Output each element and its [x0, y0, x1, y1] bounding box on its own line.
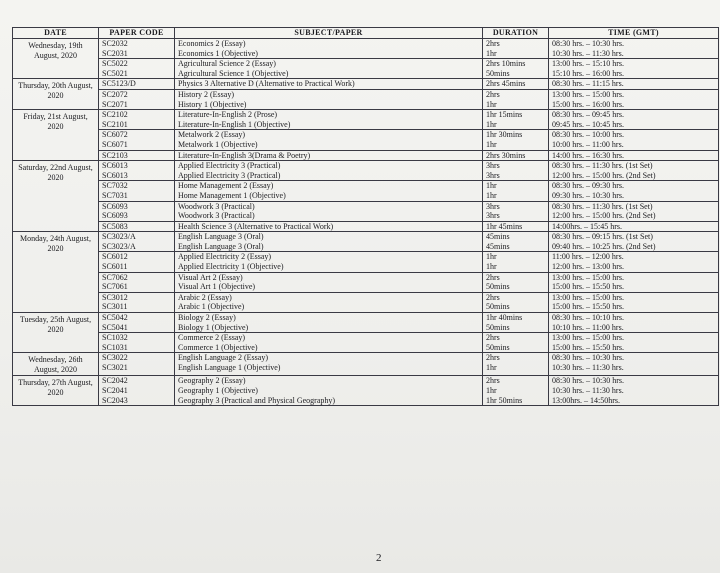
paper-code: SC6011 — [102, 262, 128, 272]
time-gmt-cell — [549, 353, 719, 376]
subject-paper-cell — [175, 292, 483, 312]
paper-code: SC3023/A — [102, 241, 136, 251]
duration-cell — [483, 89, 549, 109]
subject-paper-cell — [175, 252, 483, 272]
table-row — [13, 130, 719, 150]
time-gmt-cell — [549, 39, 719, 59]
time-gmt-cell — [549, 110, 719, 130]
exam-timetable — [12, 27, 719, 406]
subject-paper: Biology 1 (Objective) — [178, 322, 249, 332]
paper-code: SC7061 — [102, 282, 128, 292]
subject-paper: Geography 1 (Objective) — [178, 386, 258, 395]
table-row — [13, 292, 719, 312]
paper-code-cell — [99, 89, 175, 109]
time-gmt-cell — [549, 272, 719, 292]
paper-code: SC6071 — [102, 139, 128, 149]
duration: 50mins — [486, 342, 510, 352]
time-gmt-cell — [549, 221, 719, 232]
time-gmt: 08:30 hrs. – 11:15 hrs. — [552, 79, 624, 89]
subject-paper: History 2 (Essay) — [178, 89, 234, 99]
paper-code: SC6013 — [102, 170, 128, 180]
subject-paper: English Language 3 (Oral) — [178, 232, 264, 242]
subject-paper: Geography 3 (Practical and Physical Geography) — [178, 395, 336, 405]
duration: 2hrs 45mins — [486, 79, 526, 89]
duration: 1hr — [486, 48, 497, 58]
time-gmt: 10:00 hrs. – 11:00 hrs. — [552, 139, 624, 149]
paper-code-cell — [99, 252, 175, 272]
time-gmt: 10:30 hrs. – 11:30 hrs. — [552, 363, 624, 372]
subject-paper: Literature-In-English 3(Drama & Poetry) — [178, 150, 311, 160]
exam-date: Wednesday, 19th August, 2020 — [13, 39, 99, 79]
exam-date: Monday, 24th August, 2020 — [13, 232, 99, 313]
duration: 50mins — [486, 68, 510, 78]
time-gmt: 08:30 hrs. – 10:30 hrs. — [552, 39, 624, 48]
paper-code: SC5042 — [102, 313, 128, 323]
subject-paper: Agricultural Science 2 (Essay) — [178, 59, 276, 69]
duration-cell — [483, 252, 549, 272]
duration: 2hrs 10mins — [486, 59, 526, 69]
table-row — [13, 89, 719, 109]
time-gmt: 13:00 hrs. – 15:00 hrs. — [552, 89, 624, 99]
paper-code-cell — [99, 232, 175, 252]
duration: 1hr — [486, 262, 497, 272]
duration-cell — [483, 110, 549, 130]
subject-paper-cell — [175, 59, 483, 79]
timetable-body — [13, 39, 719, 406]
paper-code-cell — [99, 181, 175, 201]
paper-code: SC1032 — [102, 333, 128, 343]
subject-paper-cell — [175, 130, 483, 150]
paper-code: SC3022 — [102, 353, 128, 363]
header-date: DATE — [13, 28, 99, 39]
subject-paper: English Language 2 (Essay) — [178, 353, 268, 363]
duration: 1hr — [486, 252, 497, 262]
duration: 50mins — [486, 282, 510, 292]
duration: 1hr 50mins — [486, 395, 523, 405]
paper-code: SC6093 — [102, 211, 128, 221]
table-row — [13, 59, 719, 79]
paper-code-cell — [99, 150, 175, 161]
table-row — [13, 313, 719, 333]
time-gmt-cell — [549, 201, 719, 221]
time-gmt: 15:00 hrs. – 15:50 hrs. — [552, 302, 624, 312]
time-gmt: 15:00 hrs. – 16:00 hrs. — [552, 99, 624, 109]
paper-code: SC2072 — [102, 89, 128, 99]
duration-cell — [483, 150, 549, 161]
paper-code: SC2103 — [102, 150, 128, 160]
duration-cell — [483, 232, 549, 252]
duration-cell — [483, 130, 549, 150]
subject-paper: English Language 1 (Objective) — [178, 363, 281, 372]
paper-code-cell — [99, 272, 175, 292]
paper-code: SC3012 — [102, 292, 128, 302]
subject-paper-cell — [175, 313, 483, 333]
table-row — [13, 150, 719, 161]
table-row — [13, 201, 719, 221]
table-row — [13, 221, 719, 232]
subject-paper: Physics 3 Alternative D (Alternative to Practical Work) — [178, 79, 355, 89]
duration-cell — [483, 292, 549, 312]
time-gmt: 14:00 hrs. – 16:30 hrs. — [552, 150, 624, 160]
subject-paper: History 1 (Objective) — [178, 99, 247, 109]
subject-paper: Visual Art 2 (Essay) — [178, 272, 243, 282]
header-subject: SUBJECT/PAPER — [175, 28, 483, 39]
subject-paper: Commerce 1 (Objective) — [178, 342, 258, 352]
duration-cell — [483, 59, 549, 79]
duration-cell — [483, 313, 549, 333]
duration: 2hrs — [486, 272, 500, 282]
time-gmt-cell — [549, 252, 719, 272]
time-gmt: 13:00 hrs. – 15:00 hrs. — [552, 292, 624, 302]
duration: 45mins — [486, 232, 510, 242]
paper-code: SC7032 — [102, 181, 128, 191]
time-gmt: 08:30 hrs. – 09:45 hrs. — [552, 110, 624, 120]
subject-paper: Agricultural Science 1 (Objective) — [178, 68, 289, 78]
subject-paper: Metalwork 2 (Essay) — [178, 130, 246, 140]
duration: 3hrs — [486, 211, 500, 221]
time-gmt: 15:10 hrs. – 16:00 hrs. — [552, 68, 624, 78]
subject-paper-cell — [175, 89, 483, 109]
duration-cell — [483, 221, 549, 232]
subject-paper-cell — [175, 353, 483, 376]
table-row — [13, 161, 719, 181]
subject-paper: Applied Electricity 3 (Practical) — [178, 170, 281, 180]
table-row — [13, 232, 719, 252]
time-gmt: 13:00 hrs. – 15:00 hrs. — [552, 333, 624, 343]
paper-code: SC3021 — [102, 363, 128, 372]
paper-code-cell — [99, 221, 175, 232]
time-gmt: 13:00 hrs. – 15:10 hrs. — [552, 59, 624, 69]
subject-paper: Home Management 1 (Objective) — [178, 190, 286, 200]
duration: 1hr — [486, 119, 497, 129]
time-gmt: 08:30 hrs. – 09:30 hrs. — [552, 181, 624, 191]
subject-paper-cell — [175, 376, 483, 406]
time-gmt: 11:00 hrs. – 12:00 hrs. — [552, 252, 624, 262]
time-gmt: 08:30 hrs. – 10:10 hrs. — [552, 313, 624, 323]
duration: 1hr — [486, 190, 497, 200]
time-gmt: 09:40 hrs. – 10:25 hrs. (2nd Set) — [552, 241, 656, 251]
paper-code: SC5083 — [102, 221, 128, 231]
paper-code: SC1031 — [102, 342, 128, 352]
time-gmt: 10:30 hrs. – 11:30 hrs. — [552, 48, 624, 58]
table-row — [13, 376, 719, 406]
time-gmt-cell — [549, 333, 719, 353]
time-gmt: 08:30 hrs. – 11:30 hrs. (1st Set) — [552, 161, 653, 171]
subject-paper: Literature-In-English 1 (Objective) — [178, 119, 291, 129]
table-row — [13, 333, 719, 353]
duration: 50mins — [486, 322, 510, 332]
subject-paper: Literature-In-English 2 (Prose) — [178, 110, 278, 120]
paper-code: SC2102 — [102, 110, 128, 120]
subject-paper-cell — [175, 232, 483, 252]
paper-code: SC7062 — [102, 272, 128, 282]
paper-code: SC7031 — [102, 190, 128, 200]
time-gmt: 13:00 hrs. – 15:00 hrs. — [552, 272, 624, 282]
paper-code: SC2043 — [102, 395, 128, 405]
subject-paper: Biology 2 (Essay) — [178, 313, 236, 323]
paper-code-cell — [99, 110, 175, 130]
paper-code-cell — [99, 333, 175, 353]
time-gmt-cell — [549, 79, 719, 90]
exam-date: Saturday, 22nd August, 2020 — [13, 161, 99, 232]
time-gmt: 08:30 hrs. – 10:30 hrs. — [552, 376, 624, 386]
paper-code: SC2071 — [102, 99, 128, 109]
subject-paper: Geography 2 (Essay) — [178, 376, 246, 386]
duration: 2hrs — [486, 292, 500, 302]
time-gmt-cell — [549, 89, 719, 109]
table-row — [13, 79, 719, 90]
duration: 3hrs — [486, 201, 500, 211]
duration: 1hr 45mins — [486, 221, 523, 231]
duration-cell — [483, 272, 549, 292]
subject-paper-cell — [175, 181, 483, 201]
exam-date: Tuesday, 25th August, 2020 — [13, 313, 99, 353]
paper-code-cell — [99, 201, 175, 221]
exam-date: Thursday, 20th August, 2020 — [13, 79, 99, 110]
duration-cell — [483, 161, 549, 181]
table-row — [13, 252, 719, 272]
paper-code: SC2041 — [102, 386, 128, 395]
duration: 3hrs — [486, 161, 500, 171]
subject-paper: Metalwork 1 (Objective) — [178, 139, 258, 149]
time-gmt: 14:00hrs. – 15:45 hrs. — [552, 221, 622, 231]
time-gmt: 08:30 hrs. – 10:30 hrs. — [552, 353, 624, 363]
paper-code: SC3011 — [102, 302, 128, 312]
paper-code: SC2042 — [102, 376, 128, 386]
duration: 2hrs — [486, 353, 500, 363]
time-gmt: 15:00 hrs. – 15:50 hrs. — [552, 342, 624, 352]
subject-paper-cell — [175, 272, 483, 292]
header-paper-code: PAPER CODE — [99, 28, 175, 39]
paper-code: SC5041 — [102, 322, 128, 332]
exam-date: Thursday, 27th August, 2020 — [13, 376, 99, 406]
subject-paper: Applied Electricity 3 (Practical) — [178, 161, 281, 171]
duration: 1hr — [486, 181, 497, 191]
duration-cell — [483, 39, 549, 59]
paper-code: SC2101 — [102, 119, 128, 129]
page-number: 2 — [376, 552, 382, 564]
subject-paper: Applied Electricity 1 (Objective) — [178, 262, 284, 272]
duration: 1hr 15mins — [486, 110, 523, 120]
paper-code: SC6072 — [102, 130, 128, 140]
duration-cell — [483, 201, 549, 221]
time-gmt: 12:00 hrs. – 13:00 hrs. — [552, 262, 624, 272]
duration-cell — [483, 376, 549, 406]
duration-cell — [483, 353, 549, 376]
subject-paper-cell — [175, 333, 483, 353]
exam-date: Friday, 21st August, 2020 — [13, 110, 99, 161]
subject-paper: Arabic 1 (Objective) — [178, 302, 245, 312]
duration-cell — [483, 181, 549, 201]
paper-code-cell — [99, 292, 175, 312]
time-gmt: 10:10 hrs. – 11:00 hrs. — [552, 322, 624, 332]
duration: 1hr 30mins — [486, 130, 523, 140]
time-gmt: 08:30 hrs. – 09:15 hrs. (1st Set) — [552, 232, 653, 242]
header-duration: DURATION — [483, 28, 549, 39]
duration: 1hr — [486, 363, 497, 372]
subject-paper-cell — [175, 161, 483, 181]
duration: 3hrs — [486, 170, 500, 180]
subject-paper-cell — [175, 150, 483, 161]
time-gmt: 13:00hrs. – 14:50hrs. — [552, 395, 620, 405]
duration: 1hr — [486, 99, 497, 109]
exam-date: Wednesday, 26th August, 2020 — [13, 353, 99, 376]
subject-paper: Home Management 2 (Essay) — [178, 181, 274, 191]
paper-code: SC5021 — [102, 68, 128, 78]
time-gmt-cell — [549, 313, 719, 333]
paper-code: SC6013 — [102, 161, 128, 171]
time-gmt-cell — [549, 150, 719, 161]
paper-code-cell — [99, 130, 175, 150]
subject-paper: Arabic 2 (Essay) — [178, 292, 232, 302]
paper-code: SC5022 — [102, 59, 128, 69]
paper-code: SC6012 — [102, 252, 128, 262]
time-gmt-cell — [549, 292, 719, 312]
paper-code-cell — [99, 79, 175, 90]
paper-code-cell — [99, 313, 175, 333]
duration: 1hr — [486, 139, 497, 149]
table-row — [13, 353, 719, 376]
subject-paper-cell — [175, 79, 483, 90]
table-row — [13, 39, 719, 59]
time-gmt: 10:30 hrs. – 11:30 hrs. — [552, 386, 624, 395]
subject-paper: Health Science 3 (Alternative to Practical Work) — [178, 221, 334, 231]
table-row — [13, 110, 719, 130]
duration: 2hrs 30mins — [486, 150, 526, 160]
subject-paper-cell — [175, 221, 483, 232]
subject-paper: Economics 1 (Objective) — [178, 48, 258, 58]
duration: 2hrs — [486, 376, 500, 386]
subject-paper: Economics 2 (Essay) — [178, 39, 246, 48]
subject-paper-cell — [175, 201, 483, 221]
paper-code-cell — [99, 59, 175, 79]
duration: 50mins — [486, 302, 510, 312]
paper-code-cell — [99, 39, 175, 59]
duration: 2hrs — [486, 39, 500, 48]
time-gmt: 12:00 hrs. – 15:00 hrs. (2nd Set) — [552, 211, 656, 221]
subject-paper: Commerce 2 (Essay) — [178, 333, 246, 343]
paper-code: SC2032 — [102, 39, 128, 48]
subject-paper: Woodwork 3 (Practical) — [178, 201, 255, 211]
paper-code: SC3023/A — [102, 232, 136, 242]
table-row — [13, 181, 719, 201]
header-row — [13, 28, 719, 39]
time-gmt: 08:30 hrs. – 10:00 hrs. — [552, 130, 624, 140]
duration: 45mins — [486, 241, 510, 251]
time-gmt-cell — [549, 161, 719, 181]
paper-code: SC6093 — [102, 201, 128, 211]
time-gmt-cell — [549, 59, 719, 79]
duration: 2hrs — [486, 333, 500, 343]
subject-paper-cell — [175, 39, 483, 59]
subject-paper: Woodwork 3 (Practical) — [178, 211, 255, 221]
time-gmt: 09:30 hrs. – 10:30 hrs. — [552, 190, 624, 200]
header-time: TIME (GMT) — [549, 28, 719, 39]
paper-code-cell — [99, 376, 175, 406]
time-gmt-cell — [549, 232, 719, 252]
subject-paper-cell — [175, 110, 483, 130]
subject-paper: English Language 3 (Oral) — [178, 241, 264, 251]
paper-code: SC5123/D — [102, 79, 136, 89]
subject-paper: Visual Art 1 (Objective) — [178, 282, 256, 292]
time-gmt: 12:00 hrs. – 15:00 hrs. (2nd Set) — [552, 170, 656, 180]
duration: 1hr 40mins — [486, 313, 523, 323]
time-gmt: 09:45 hrs. – 10:45 hrs. — [552, 119, 624, 129]
subject-paper: Applied Electricity 2 (Essay) — [178, 252, 272, 262]
table-row — [13, 272, 719, 292]
paper-code-cell — [99, 353, 175, 376]
duration: 2hrs — [486, 89, 500, 99]
duration-cell — [483, 333, 549, 353]
time-gmt-cell — [549, 181, 719, 201]
paper-code: SC2031 — [102, 48, 128, 58]
paper-code-cell — [99, 161, 175, 181]
time-gmt: 08:30 hrs. – 11:30 hrs. (1st Set) — [552, 201, 653, 211]
time-gmt-cell — [549, 130, 719, 150]
time-gmt: 15:00 hrs. – 15:50 hrs. — [552, 282, 624, 292]
duration-cell — [483, 79, 549, 90]
time-gmt-cell — [549, 376, 719, 406]
duration: 1hr — [486, 386, 497, 395]
